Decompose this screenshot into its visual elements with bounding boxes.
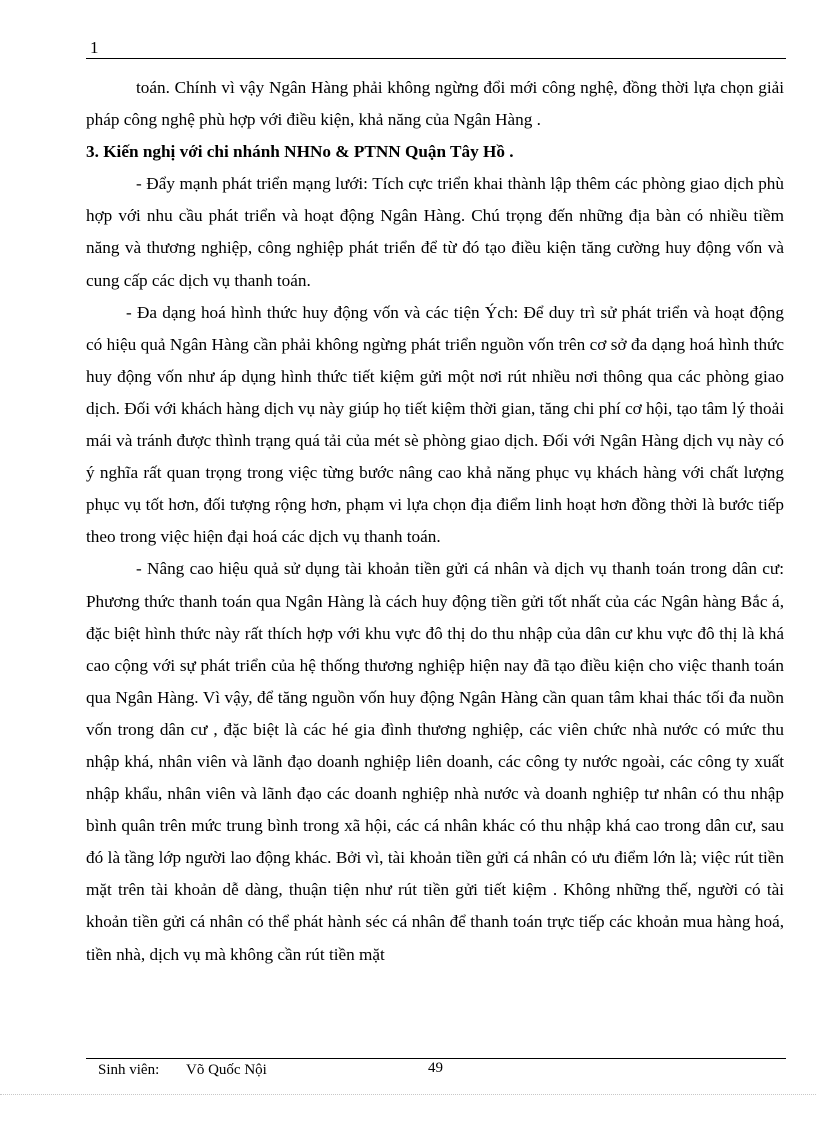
document-body <box>86 72 784 971</box>
footer-student-name: Võ Quốc Nội <box>186 1062 267 1078</box>
page-break-line <box>0 1094 816 1095</box>
paragraph-personal-accounts: - Nâng cao hiệu quả sử dụng tài khoản tiền gửi cá nhân và dịch vụ thanh toán trong dân cư: Phương thức thanh toán qua Ngân Hàng là cách huy động tiền gửi tốt nhất của các Ngân hàng Bắc á, đặc biệt hình thức này rất thích hợp với khu vực đô thị do thu nhập của dân cư khu vực đô thị là khá cao cộng với sự phát triển của hệ thống thương nghiệp hiện nay đã tạo điều kiện cho việc thanh toán qua Ngân Hàng. Vì vậy, để tăng nguồn vốn huy động Ngân Hàng cần quan tâm khai thác tối đa nuồn vốn trong dân cư , đặc biệt là các hé gia đình thương nghiệp, các viên chức nhà nước có mức thu nhập khá, nhân viên và lãnh đạo doanh nghiệp liên doanh, các công ty nước ngoài, các công ty xuất nhập khẩu, nhân viên và lãnh đạo các doanh nghiệp nhà nước và doanh nghiệp tư nhân có thu nhập bình quân trên mức trung bình trong xã hội, các cá nhân khác có thu nhập khá cao trong dân cư, sau đó là tầng lớp người lao động khác. Bởi vì, tài khoản tiền gửi cá nhân có ưu điểm lớn là; việc rút tiền mặt trên tài khoản dễ dàng, thuận tiện như rút tiền gửi tiết kiệm . Không những thế, người có tài khoản tiền gửi cá nhân có thể phát hành séc cá nhân để thanh toán trực tiếp các khoản mua hàng hoá, tiền nhà, dịch vụ mà không cần rút tiền mặt <box>86 559 784 964</box>
header-number: 1 <box>90 38 99 57</box>
page-footer <box>98 1060 698 1082</box>
footer-page-number: 49 <box>428 1060 443 1076</box>
paragraph-network-expansion: - Đẩy mạnh phát triển mạng lưới: Tích cực triển khai thành lập thêm các phòng giao dịch phù hợp với nhu cầu phát triển và hoạt động Ngân Hàng. Chú trọng đến những địa bàn có nhiều tiềm năng và thương nghiệp, công nghiệp phát triển để từ đó tạo điều kiện tăng cường huy động vốn và cung cấp các dịch vụ thanh toán. <box>86 174 784 290</box>
footer-student-label: Sinh viên: <box>98 1062 160 1078</box>
paragraph-diversify-mobilization: - Đa dạng hoá hình thức huy động vốn và các tiện Ých: Để duy trì sử phát triển và hoạt động có hiệu quả Ngân Hàng cần phải không ngừng phát triển nguồn vốn trên cơ sở đa dạng hoá hình thức huy động vốn như áp dụng hình thức tiết kiệm gửi một nơi rút nhiều nơi thông qua các phòng giao dịch. Đối với khách hàng dịch vụ này giúp họ tiết kiệm thời gian, tăng chi phí cơ hội, tạo tâm lý thoải mái và tránh được thình trạng quá tải của mét sè phòng giao dịch. Đối với Ngân Hàng dịch vụ này có ý nghĩa rất quan trọng trong việc từng bước nâng cao khả năng phục vụ khách hàng với chất lượng phục vụ tốt hơn, đối tượng rộng hơn, phạm vi lựa chọn địa điểm linh hoạt hơn đồng thời là bước tiếp theo trong việc hiện đại hoá các dịch vụ thanh toán. <box>86 302 784 547</box>
section-heading: 3. Kiến nghị với chi nhánh NHNo & PTNN Quận Tây Hồ . <box>86 142 514 162</box>
header-divider <box>86 58 786 59</box>
paragraph-continuation: toán. Chính vì vậy Ngân Hàng phải không ngừng đổi mới công nghệ, đồng thời lựa chọn giải pháp công nghệ phù hợp với điều kiện, khả năng của Ngân Hàng . <box>86 78 784 130</box>
